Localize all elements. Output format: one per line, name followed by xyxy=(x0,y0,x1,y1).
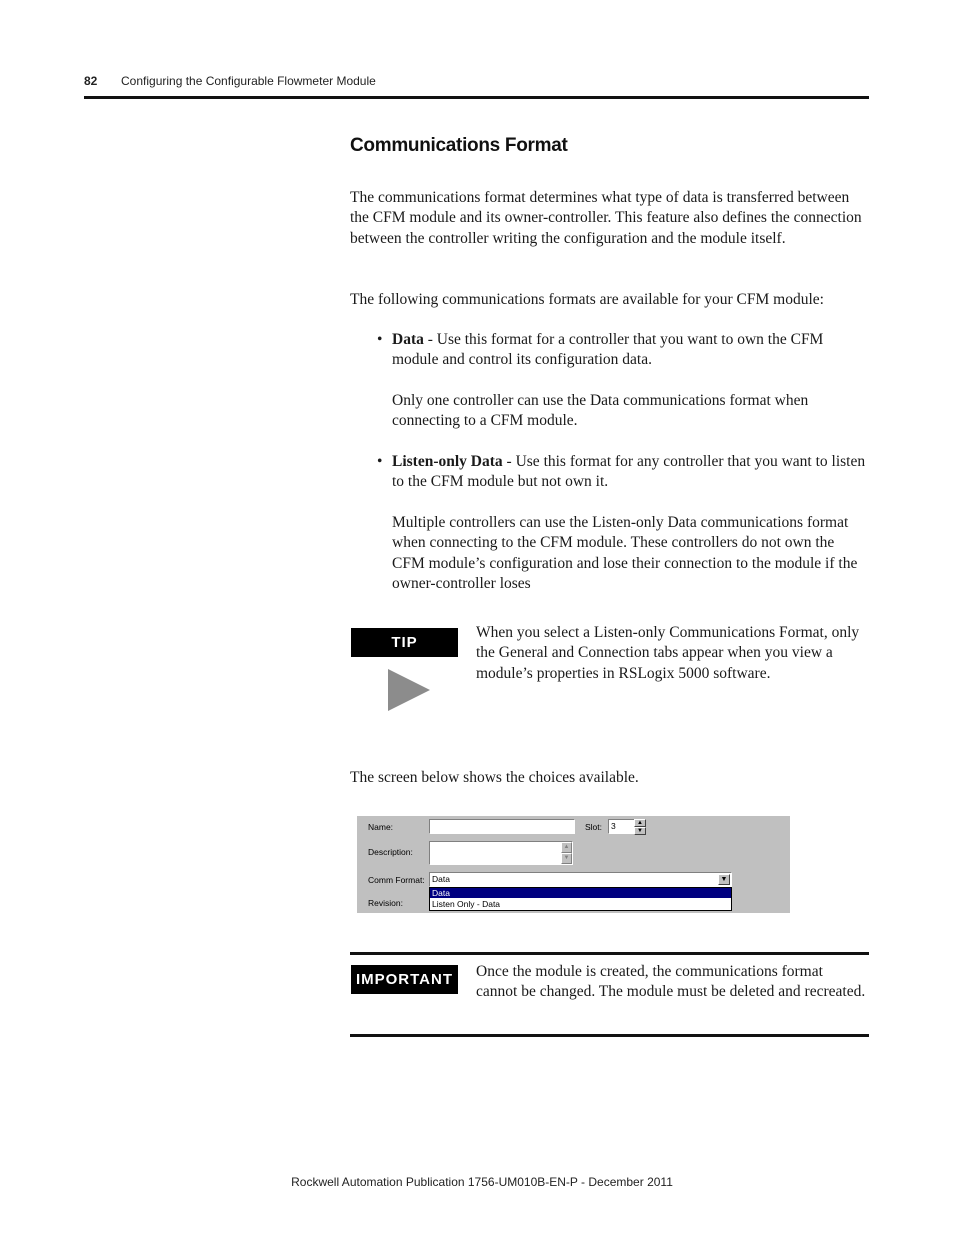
name-input[interactable] xyxy=(429,819,575,834)
slot-label: Slot: xyxy=(585,822,603,832)
comm-format-label: Comm Format: xyxy=(368,875,425,885)
chevron-down-icon: ▼ xyxy=(637,828,643,834)
bullet-note: Multiple controllers can use the Listen-only Data communications format when connecting to the CFM module. These controllers do not own the CFM module’s configuration and lose their connection to the module if the owner-controller loses xyxy=(392,514,858,592)
name-label: Name: xyxy=(368,822,394,832)
intro-paragraph: The communications format determines what type of data is transferred between the CFM module and its owner-controller. This feature also defines the connection between the controller writing the configuration and the module itself. xyxy=(350,189,862,247)
chevron-up-icon: ▲ xyxy=(563,844,570,850)
bullet-dot: • xyxy=(377,331,383,348)
scroll-up-button[interactable] xyxy=(561,842,572,853)
revision-label: Revision: xyxy=(368,898,403,908)
important-label: IMPORTANT xyxy=(351,965,458,994)
publication-footer: Rockwell Automation Publication 1756-UM010B-EN-P - December 2011 xyxy=(291,1175,673,1189)
slot-down-button[interactable] xyxy=(634,827,646,835)
bullet-term: Listen-only Data xyxy=(392,453,503,470)
chapter-title: Configuring the Configurable Flowmeter Module xyxy=(121,74,376,88)
section-title: Communications Format xyxy=(350,135,568,156)
option-data[interactable]: Data xyxy=(430,888,731,898)
option-listen-only-data[interactable]: Listen Only - Data xyxy=(432,899,501,909)
bullet-description: - Use this format for any controller that you want to listen to the CFM module but not own it. xyxy=(392,453,866,491)
page-number: 82 xyxy=(84,74,98,88)
slot-up-button[interactable] xyxy=(634,819,646,827)
chevron-up-icon: ▲ xyxy=(637,820,643,826)
tip-label: TIP xyxy=(351,628,458,657)
description-textarea[interactable] xyxy=(429,841,573,865)
chevron-down-icon: ▼ xyxy=(563,855,570,861)
header-rule xyxy=(84,96,869,99)
bullet-note: Only one controller can use the Data communications format when connecting to a CFM module. xyxy=(392,392,809,430)
bullet-dot: • xyxy=(377,453,383,470)
important-rule-bottom xyxy=(350,1034,869,1037)
available-lead-paragraph: The following communications formats are available for your CFM module: xyxy=(350,291,824,308)
module-properties-dialog xyxy=(357,816,790,913)
comm-format-select[interactable] xyxy=(429,872,732,887)
description-label: Description: xyxy=(368,847,413,857)
tip-text: When you select a Listen-only Communications Format, only the General and Connection tabs appear when you view a module’s properties in RSLogix 5000 software. xyxy=(476,624,860,682)
chevron-down-icon: ▼ xyxy=(720,876,728,883)
scroll-down-button[interactable] xyxy=(561,853,572,864)
bullet-term: Data xyxy=(392,331,424,348)
comm-format-value: Data xyxy=(432,874,450,884)
comm-format-options xyxy=(429,887,732,911)
bullet-description: - Use this format for a controller that you want to own the CFM module and control its configuration data. xyxy=(392,331,824,369)
dropdown-button[interactable] xyxy=(718,874,730,885)
important-rule-top xyxy=(350,952,869,955)
important-text: Once the module is created, the communications format cannot be changed. The module must be deleted and recreated. xyxy=(476,963,866,1001)
tip-arrow-icon xyxy=(388,669,430,711)
screen-caption: The screen below shows the choices available. xyxy=(350,769,639,786)
slot-input[interactable]: 3 xyxy=(608,819,635,834)
